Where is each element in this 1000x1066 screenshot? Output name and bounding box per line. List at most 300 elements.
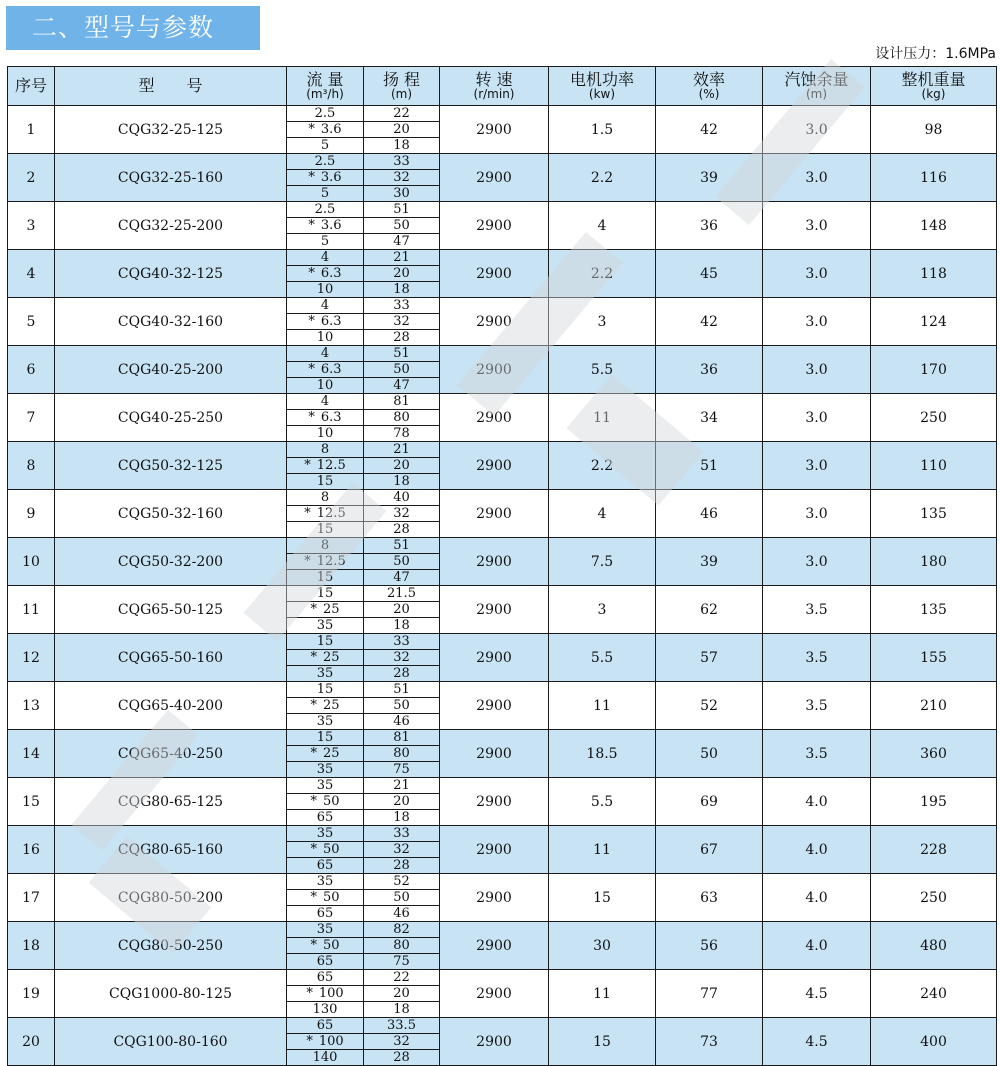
row-index: 20 bbox=[8, 1018, 55, 1066]
flow-cell-value: 2.5 bbox=[314, 202, 336, 217]
power-cell: 5.5 bbox=[549, 346, 656, 394]
head-cell-point bbox=[364, 410, 439, 426]
power-cell: 2.2 bbox=[549, 154, 656, 202]
flow-cell bbox=[287, 394, 364, 442]
row-index: 11 bbox=[8, 586, 55, 634]
head-cell-point bbox=[364, 938, 439, 954]
flow-cell-value: 35 bbox=[316, 826, 334, 841]
head-cell-point bbox=[364, 618, 439, 633]
flow-cell-point bbox=[287, 842, 363, 858]
flow-cell-point bbox=[287, 586, 363, 602]
head-cell-value: 28 bbox=[393, 330, 410, 345]
flow-cell-value: 6.3 bbox=[320, 314, 342, 329]
head-cell-value: 18 bbox=[393, 618, 410, 633]
head-cell-value: 52 bbox=[393, 874, 410, 889]
rated-point-marker: * bbox=[310, 602, 317, 617]
head-cell-point bbox=[364, 906, 439, 921]
head-cell-point bbox=[364, 266, 439, 282]
head-cell-point bbox=[364, 842, 439, 858]
power-cell: 11 bbox=[549, 682, 656, 730]
table-body bbox=[8, 106, 997, 1066]
head-cell-value: 32 bbox=[393, 314, 410, 329]
head-cell-value: 33 bbox=[393, 826, 410, 841]
flow-cell-value: 15 bbox=[316, 522, 334, 537]
flow-cell-point bbox=[287, 138, 363, 153]
head-cell-point bbox=[364, 970, 439, 986]
header-weight: 整机重量 (kg) bbox=[871, 67, 997, 106]
head-cell bbox=[364, 394, 440, 442]
npsh-cell: 3.0 bbox=[763, 538, 871, 586]
row-index: 9 bbox=[8, 490, 55, 538]
table-row bbox=[8, 442, 997, 490]
table-row bbox=[8, 730, 997, 778]
header-speed: 转 速 (r/min) bbox=[440, 67, 549, 106]
flow-cell-value: 25 bbox=[322, 698, 340, 713]
head-cell-value: 47 bbox=[393, 378, 410, 393]
flow-cell-point bbox=[287, 906, 363, 921]
power-cell: 3 bbox=[549, 586, 656, 634]
flow-cell-point bbox=[287, 794, 363, 810]
flow-cell bbox=[287, 730, 364, 778]
head-cell bbox=[364, 682, 440, 730]
header-power: 电机功率 (kw) bbox=[549, 67, 656, 106]
power-cell: 3 bbox=[549, 298, 656, 346]
speed-cell: 2900 bbox=[440, 730, 549, 778]
flow-cell-value: 15 bbox=[316, 474, 334, 489]
row-index: 5 bbox=[8, 298, 55, 346]
flow-cell-value: 5 bbox=[320, 234, 330, 249]
head-cell-point bbox=[364, 330, 439, 345]
power-cell: 11 bbox=[549, 394, 656, 442]
flow-cell bbox=[287, 442, 364, 490]
head-cell-point bbox=[364, 122, 439, 138]
efficiency-cell: 42 bbox=[656, 106, 763, 154]
flow-cell-value: 6.3 bbox=[320, 410, 342, 425]
flow-cell-point bbox=[287, 698, 363, 714]
head-cell-value: 18 bbox=[393, 282, 410, 297]
flow-cell-point bbox=[287, 266, 363, 282]
head-cell-value: 33 bbox=[393, 298, 410, 313]
npsh-cell: 3.0 bbox=[763, 442, 871, 490]
flow-cell-value: 6.3 bbox=[320, 362, 342, 377]
row-index: 6 bbox=[8, 346, 55, 394]
weight-cell: 195 bbox=[871, 778, 997, 826]
npsh-cell: 3.0 bbox=[763, 346, 871, 394]
efficiency-cell: 73 bbox=[656, 1018, 763, 1066]
head-cell-value: 18 bbox=[393, 138, 410, 153]
efficiency-cell: 52 bbox=[656, 682, 763, 730]
head-cell-point bbox=[364, 282, 439, 297]
rated-point-marker: * bbox=[310, 890, 317, 905]
head-cell-point bbox=[364, 682, 439, 698]
flow-cell-value: 10 bbox=[316, 282, 334, 297]
table-row bbox=[8, 394, 997, 442]
head-cell-value: 80 bbox=[393, 746, 410, 761]
head-cell-value: 28 bbox=[393, 522, 410, 537]
weight-cell: 110 bbox=[871, 442, 997, 490]
rated-point-marker: * bbox=[306, 1034, 313, 1049]
weight-cell: 118 bbox=[871, 250, 997, 298]
head-cell-point bbox=[364, 1050, 439, 1065]
flow-cell bbox=[287, 826, 364, 874]
head-cell-value: 33 bbox=[393, 634, 410, 649]
flow-cell-point bbox=[287, 346, 363, 362]
head-cell-value: 32 bbox=[393, 842, 410, 857]
flow-cell bbox=[287, 538, 364, 586]
head-cell-point bbox=[364, 954, 439, 969]
header-model: 型 号 bbox=[55, 67, 287, 106]
flow-cell-value: 12.5 bbox=[316, 506, 346, 521]
head-cell-point bbox=[364, 1034, 439, 1050]
efficiency-cell: 39 bbox=[656, 538, 763, 586]
weight-cell: 400 bbox=[871, 1018, 997, 1066]
head-cell-point bbox=[364, 826, 439, 842]
speed-cell: 2900 bbox=[440, 442, 549, 490]
head-cell-value: 22 bbox=[393, 970, 410, 985]
rated-point-marker: * bbox=[306, 986, 313, 1001]
efficiency-cell: 36 bbox=[656, 346, 763, 394]
row-model: CQG32-25-160 bbox=[55, 154, 287, 202]
rated-point-marker: * bbox=[310, 794, 317, 809]
flow-cell-value: 50 bbox=[322, 890, 340, 905]
row-index: 14 bbox=[8, 730, 55, 778]
head-cell-point bbox=[364, 154, 439, 170]
efficiency-cell: 51 bbox=[656, 442, 763, 490]
table-row bbox=[8, 634, 997, 682]
head-cell-point bbox=[364, 634, 439, 650]
speed-cell: 2900 bbox=[440, 490, 549, 538]
head-cell-value: 80 bbox=[393, 938, 410, 953]
flow-cell-value: 65 bbox=[316, 1018, 334, 1033]
head-cell-value: 47 bbox=[393, 234, 410, 249]
efficiency-cell: 46 bbox=[656, 490, 763, 538]
weight-cell: 135 bbox=[871, 490, 997, 538]
head-cell-value: 75 bbox=[393, 954, 410, 969]
flow-cell-value: 12.5 bbox=[316, 458, 346, 473]
flow-cell-point bbox=[287, 506, 363, 522]
head-cell-value: 50 bbox=[393, 362, 410, 377]
head-cell-value: 32 bbox=[393, 1034, 410, 1049]
head-cell-point bbox=[364, 762, 439, 777]
head-cell-value: 47 bbox=[393, 570, 410, 585]
head-cell-point bbox=[364, 810, 439, 825]
flow-cell-point bbox=[287, 442, 363, 458]
efficiency-cell: 36 bbox=[656, 202, 763, 250]
head-cell-point bbox=[364, 586, 439, 602]
head-cell-point bbox=[364, 1002, 439, 1017]
speed-cell: 2900 bbox=[440, 970, 549, 1018]
head-cell-value: 51 bbox=[393, 538, 410, 553]
flow-cell bbox=[287, 1018, 364, 1066]
head-cell bbox=[364, 298, 440, 346]
speed-cell: 2900 bbox=[440, 1018, 549, 1066]
table-row bbox=[8, 1018, 997, 1066]
rated-point-marker: * bbox=[308, 218, 315, 233]
row-index: 13 bbox=[8, 682, 55, 730]
rated-point-marker: * bbox=[308, 314, 315, 329]
head-cell-point bbox=[364, 314, 439, 330]
head-cell bbox=[364, 538, 440, 586]
head-cell-value: 81 bbox=[393, 394, 410, 409]
flow-cell bbox=[287, 874, 364, 922]
row-model: CQG40-32-160 bbox=[55, 298, 287, 346]
head-cell bbox=[364, 826, 440, 874]
power-cell: 30 bbox=[549, 922, 656, 970]
flow-cell-point bbox=[287, 1002, 363, 1017]
flow-cell-point bbox=[287, 666, 363, 681]
npsh-cell: 3.0 bbox=[763, 394, 871, 442]
speed-cell: 2900 bbox=[440, 202, 549, 250]
flow-cell-value: 50 bbox=[322, 842, 340, 857]
table-row bbox=[8, 874, 997, 922]
head-cell bbox=[364, 154, 440, 202]
row-model: CQG32-25-125 bbox=[55, 106, 287, 154]
flow-cell-value: 15 bbox=[316, 586, 334, 601]
row-model: CQG50-32-160 bbox=[55, 490, 287, 538]
row-model: CQG40-32-125 bbox=[55, 250, 287, 298]
flow-cell bbox=[287, 682, 364, 730]
head-cell-value: 18 bbox=[393, 474, 410, 489]
head-cell bbox=[364, 970, 440, 1018]
power-cell: 2.2 bbox=[549, 442, 656, 490]
weight-cell: 98 bbox=[871, 106, 997, 154]
weight-cell: 480 bbox=[871, 922, 997, 970]
flow-cell-value: 8 bbox=[320, 442, 330, 457]
flow-cell-point bbox=[287, 218, 363, 234]
head-cell-value: 40 bbox=[393, 490, 410, 505]
header-efficiency: 效率 (%) bbox=[656, 67, 763, 106]
head-cell-point bbox=[364, 506, 439, 522]
rated-point-marker: * bbox=[310, 650, 317, 665]
flow-cell bbox=[287, 490, 364, 538]
flow-cell-point bbox=[287, 650, 363, 666]
flow-cell-value: 35 bbox=[316, 922, 334, 937]
speed-cell: 2900 bbox=[440, 826, 549, 874]
row-model: CQG80-50-250 bbox=[55, 922, 287, 970]
rated-point-marker: * bbox=[310, 746, 317, 761]
flow-cell-point bbox=[287, 618, 363, 633]
head-cell-point bbox=[364, 250, 439, 266]
head-cell-value: 20 bbox=[393, 458, 410, 473]
flow-cell-value: 35 bbox=[316, 618, 334, 633]
head-cell-point bbox=[364, 650, 439, 666]
flow-cell-value: 8 bbox=[320, 538, 330, 553]
rated-point-marker: * bbox=[310, 842, 317, 857]
head-cell-value: 28 bbox=[393, 1050, 410, 1065]
npsh-cell: 4.0 bbox=[763, 922, 871, 970]
speed-cell: 2900 bbox=[440, 778, 549, 826]
flow-cell-point bbox=[287, 202, 363, 218]
flow-cell-point bbox=[287, 122, 363, 138]
head-cell-point bbox=[364, 746, 439, 762]
head-cell-value: 50 bbox=[393, 890, 410, 905]
flow-cell bbox=[287, 346, 364, 394]
efficiency-cell: 57 bbox=[656, 634, 763, 682]
rated-point-marker: * bbox=[308, 410, 315, 425]
flow-cell-value: 5 bbox=[320, 186, 330, 201]
flow-cell-point bbox=[287, 410, 363, 426]
efficiency-cell: 50 bbox=[656, 730, 763, 778]
efficiency-cell: 34 bbox=[656, 394, 763, 442]
head-cell-point bbox=[364, 602, 439, 618]
weight-cell: 170 bbox=[871, 346, 997, 394]
row-model: CQG65-50-125 bbox=[55, 586, 287, 634]
power-cell: 4 bbox=[549, 490, 656, 538]
head-cell-value: 21.5 bbox=[387, 586, 416, 601]
npsh-cell: 3.5 bbox=[763, 730, 871, 778]
row-model: CQG40-25-250 bbox=[55, 394, 287, 442]
head-cell-value: 22 bbox=[393, 106, 410, 121]
npsh-cell: 3.0 bbox=[763, 106, 871, 154]
flow-cell-point bbox=[287, 986, 363, 1002]
head-cell-value: 75 bbox=[393, 762, 410, 777]
section-title: 二、型号与参数 bbox=[6, 6, 260, 50]
flow-cell-point bbox=[287, 474, 363, 489]
flow-cell-point bbox=[287, 522, 363, 537]
flow-cell-value: 4 bbox=[320, 250, 330, 265]
row-index: 4 bbox=[8, 250, 55, 298]
efficiency-cell: 42 bbox=[656, 298, 763, 346]
flow-cell-point bbox=[287, 170, 363, 186]
pump-spec-table bbox=[7, 66, 997, 1066]
head-cell-point bbox=[364, 186, 439, 201]
flow-cell-point bbox=[287, 554, 363, 570]
speed-cell: 2900 bbox=[440, 394, 549, 442]
power-cell: 15 bbox=[549, 874, 656, 922]
flow-cell-value: 100 bbox=[318, 1034, 344, 1049]
efficiency-cell: 45 bbox=[656, 250, 763, 298]
head-cell-value: 20 bbox=[393, 266, 410, 281]
rated-point-marker: * bbox=[304, 554, 311, 569]
head-cell-point bbox=[364, 346, 439, 362]
flow-cell-point bbox=[287, 746, 363, 762]
head-cell-value: 18 bbox=[393, 810, 410, 825]
row-model: CQG65-40-250 bbox=[55, 730, 287, 778]
table-row bbox=[8, 250, 997, 298]
table-row bbox=[8, 970, 997, 1018]
flow-cell-point bbox=[287, 1034, 363, 1050]
head-cell-point bbox=[364, 458, 439, 474]
head-cell-value: 28 bbox=[393, 666, 410, 681]
flow-cell-point bbox=[287, 458, 363, 474]
row-index: 10 bbox=[8, 538, 55, 586]
power-cell: 4 bbox=[549, 202, 656, 250]
row-model: CQG80-65-160 bbox=[55, 826, 287, 874]
head-cell-value: 20 bbox=[393, 602, 410, 617]
power-cell: 5.5 bbox=[549, 778, 656, 826]
flow-cell-point bbox=[287, 282, 363, 297]
weight-cell: 228 bbox=[871, 826, 997, 874]
speed-cell: 2900 bbox=[440, 106, 549, 154]
flow-cell-value: 140 bbox=[312, 1050, 338, 1065]
head-cell-value: 46 bbox=[393, 714, 410, 729]
table-row bbox=[8, 106, 997, 154]
npsh-cell: 3.0 bbox=[763, 298, 871, 346]
flow-cell-value: 2.5 bbox=[314, 154, 336, 169]
flow-cell-point bbox=[287, 730, 363, 746]
flow-cell-value: 65 bbox=[316, 906, 334, 921]
flow-cell-value: 25 bbox=[322, 746, 340, 761]
head-cell bbox=[364, 874, 440, 922]
flow-cell-value: 15 bbox=[316, 634, 334, 649]
flow-cell-value: 130 bbox=[312, 1002, 338, 1017]
head-cell-value: 51 bbox=[393, 682, 410, 697]
flow-cell-value: 100 bbox=[318, 986, 344, 1001]
flow-cell-point bbox=[287, 570, 363, 585]
efficiency-cell: 56 bbox=[656, 922, 763, 970]
flow-cell-point bbox=[287, 490, 363, 506]
head-cell-point bbox=[364, 218, 439, 234]
head-cell-point bbox=[364, 490, 439, 506]
flow-cell-value: 6.3 bbox=[320, 266, 342, 281]
head-cell bbox=[364, 1018, 440, 1066]
flow-cell-point bbox=[287, 874, 363, 890]
weight-cell: 240 bbox=[871, 970, 997, 1018]
table-row bbox=[8, 202, 997, 250]
flow-cell-point bbox=[287, 922, 363, 938]
efficiency-cell: 62 bbox=[656, 586, 763, 634]
head-cell-value: 32 bbox=[393, 170, 410, 185]
npsh-cell: 4.0 bbox=[763, 826, 871, 874]
row-index: 3 bbox=[8, 202, 55, 250]
flow-cell-point bbox=[287, 602, 363, 618]
rated-point-marker: * bbox=[310, 938, 317, 953]
flow-cell-point bbox=[287, 858, 363, 873]
head-cell-value: 28 bbox=[393, 858, 410, 873]
flow-cell-point bbox=[287, 314, 363, 330]
row-index: 12 bbox=[8, 634, 55, 682]
flow-cell-point bbox=[287, 538, 363, 554]
power-cell: 5.5 bbox=[549, 634, 656, 682]
head-cell-point bbox=[364, 874, 439, 890]
flow-cell bbox=[287, 922, 364, 970]
power-cell: 2.2 bbox=[549, 250, 656, 298]
flow-cell-point bbox=[287, 1050, 363, 1065]
header-npsh: 汽蚀余量 (m) bbox=[763, 67, 871, 106]
flow-cell-value: 25 bbox=[322, 602, 340, 617]
flow-cell-value: 8 bbox=[320, 490, 330, 505]
weight-cell: 116 bbox=[871, 154, 997, 202]
flow-cell bbox=[287, 106, 364, 154]
row-model: CQG80-65-125 bbox=[55, 778, 287, 826]
power-cell: 11 bbox=[549, 970, 656, 1018]
flow-cell-point bbox=[287, 186, 363, 201]
flow-cell bbox=[287, 778, 364, 826]
flow-cell-point bbox=[287, 378, 363, 393]
head-cell-point bbox=[364, 362, 439, 378]
head-cell-point bbox=[364, 522, 439, 537]
head-cell-value: 21 bbox=[393, 442, 410, 457]
head-cell-value: 30 bbox=[393, 186, 410, 201]
header-row bbox=[8, 67, 997, 106]
efficiency-cell: 77 bbox=[656, 970, 763, 1018]
row-index: 2 bbox=[8, 154, 55, 202]
row-index: 17 bbox=[8, 874, 55, 922]
flow-cell-value: 3.6 bbox=[320, 218, 342, 233]
flow-cell-value: 10 bbox=[316, 378, 334, 393]
flow-cell-value: 4 bbox=[320, 298, 330, 313]
head-cell-point bbox=[364, 890, 439, 906]
row-index: 1 bbox=[8, 106, 55, 154]
flow-cell-value: 15 bbox=[316, 730, 334, 745]
head-cell-value: 21 bbox=[393, 250, 410, 265]
flow-cell-point bbox=[287, 954, 363, 969]
table-row bbox=[8, 490, 997, 538]
flow-cell bbox=[287, 250, 364, 298]
head-cell-value: 50 bbox=[393, 554, 410, 569]
head-cell-value: 21 bbox=[393, 778, 410, 793]
speed-cell: 2900 bbox=[440, 922, 549, 970]
